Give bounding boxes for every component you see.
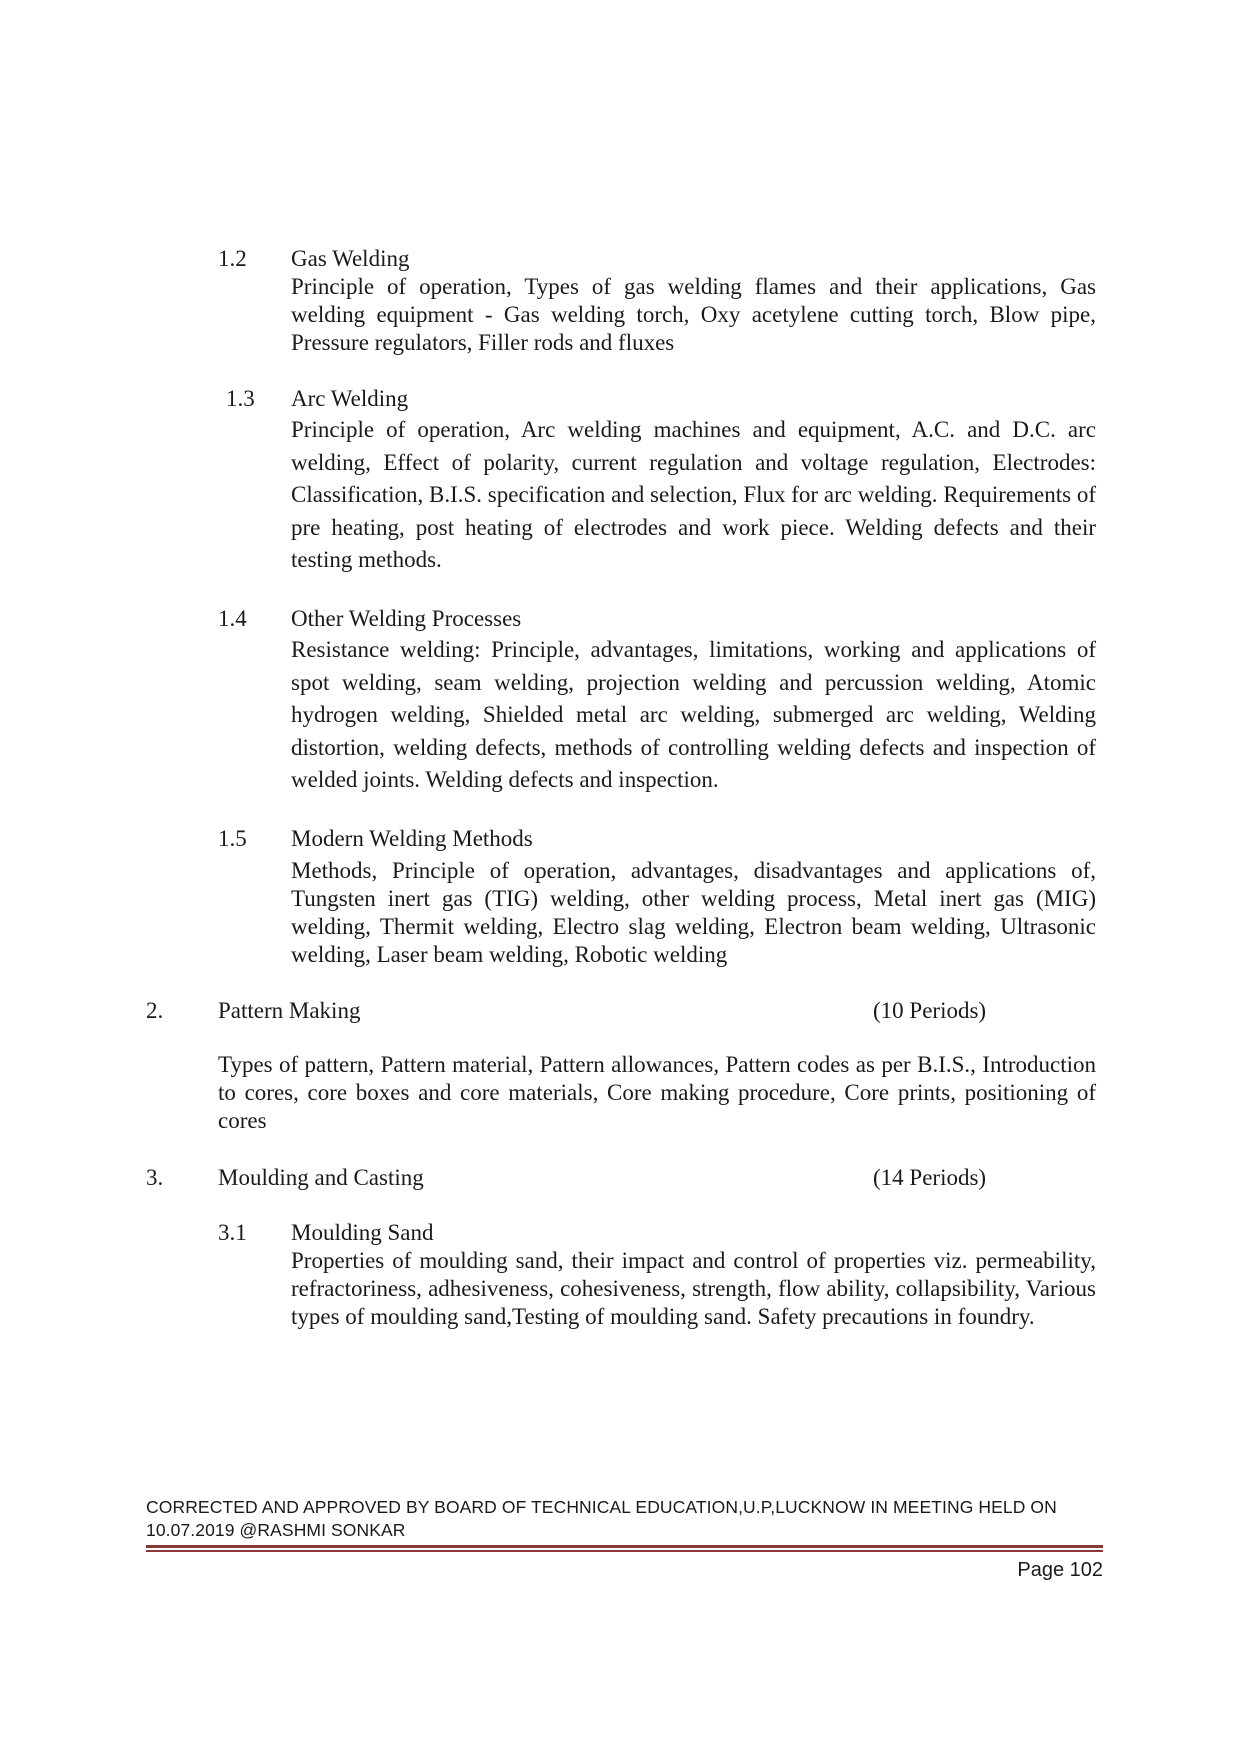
chapter-title: Moulding and Casting <box>218 1165 424 1190</box>
section-number: 1.2 <box>218 246 247 271</box>
chapter-periods: (14 Periods) <box>873 1165 987 1190</box>
section-body: Principle of operation, Types of gas welding flames and their applications, Gas welding equipment - Gas welding torch, Oxy acetylene cutting torch, Blow pipe, Pressure regulators, Filler rods and fluxes <box>291 274 1096 355</box>
section-number: 1.5 <box>218 826 247 851</box>
section-body: Resistance welding: Principle, advantages, limitations, working and applications of spot welding, seam welding, projection welding and percussion welding, Atomic hydrogen welding, Shielded metal arc welding, submerged arc welding, Welding distortion, welding defects, methods of controlling welding defects and inspection of welded joints. Welding defects and inspection. <box>291 637 1096 792</box>
chapter-title: Pattern Making <box>218 998 361 1023</box>
section-title: Other Welding Processes <box>291 606 522 631</box>
section-title: Moulding Sand <box>291 1220 434 1245</box>
section-title: Modern Welding Methods <box>291 826 533 851</box>
section-body: Properties of moulding sand, their impact and control of properties viz. permeability, refractoriness, adhesiveness, cohesiveness, strength, flow ability, collapsibility, Various types of moulding sand,Testing of moulding sand. Safety precautions in foundry. <box>291 1248 1096 1329</box>
approval-note <box>146 1496 1106 1542</box>
approval-note-line1: CORRECTED AND APPROVED BY BOARD OF TECHNICAL EDUCATION,U.P,LUCKNOW IN MEETING HELD ON <box>146 1497 1057 1517</box>
section-number: 1.4 <box>218 606 247 631</box>
approval-note-line2: 10.07.2019 @RASHMI SONKAR <box>146 1520 406 1540</box>
section-number: 3.1 <box>218 1220 247 1245</box>
chapter-body: Types of pattern, Pattern material, Pattern allowances, Pattern codes as per B.I.S., Introduction to cores, core boxes and core materials, Core making procedure, Core prints, positioning of cores <box>218 1052 1096 1133</box>
chapter-number: 2. <box>146 998 164 1023</box>
chapter-number: 3. <box>146 1165 164 1190</box>
section-number: 1.3 <box>226 386 255 411</box>
footer-divider-thin <box>146 1550 1103 1552</box>
section-body: Principle of operation, Arc welding machines and equipment, A.C. and D.C. arc welding, Effect of polarity, current regulation and voltage regulation, Electrodes: Classification, B.I.S. specification and selection, Flux for arc welding. Requirements of pre heating, post heating of electrodes and work piece. Welding defects and their testing methods. <box>291 417 1096 572</box>
page-number: Page 102 <box>1017 1559 1103 1581</box>
chapter-periods: (10 Periods) <box>873 998 987 1023</box>
footer-divider <box>146 1545 1103 1548</box>
section-title: Arc Welding <box>291 386 409 411</box>
section-title: Gas Welding <box>291 246 410 271</box>
section-body: Methods, Principle of operation, advantages, disadvantages and applications of, Tungsten inert gas (TIG) welding, other welding process, Metal inert gas (MIG) welding, Thermit welding, Electro slag welding, Electron beam welding, Ultrasonic welding, Laser beam welding, Robotic welding <box>291 858 1096 967</box>
